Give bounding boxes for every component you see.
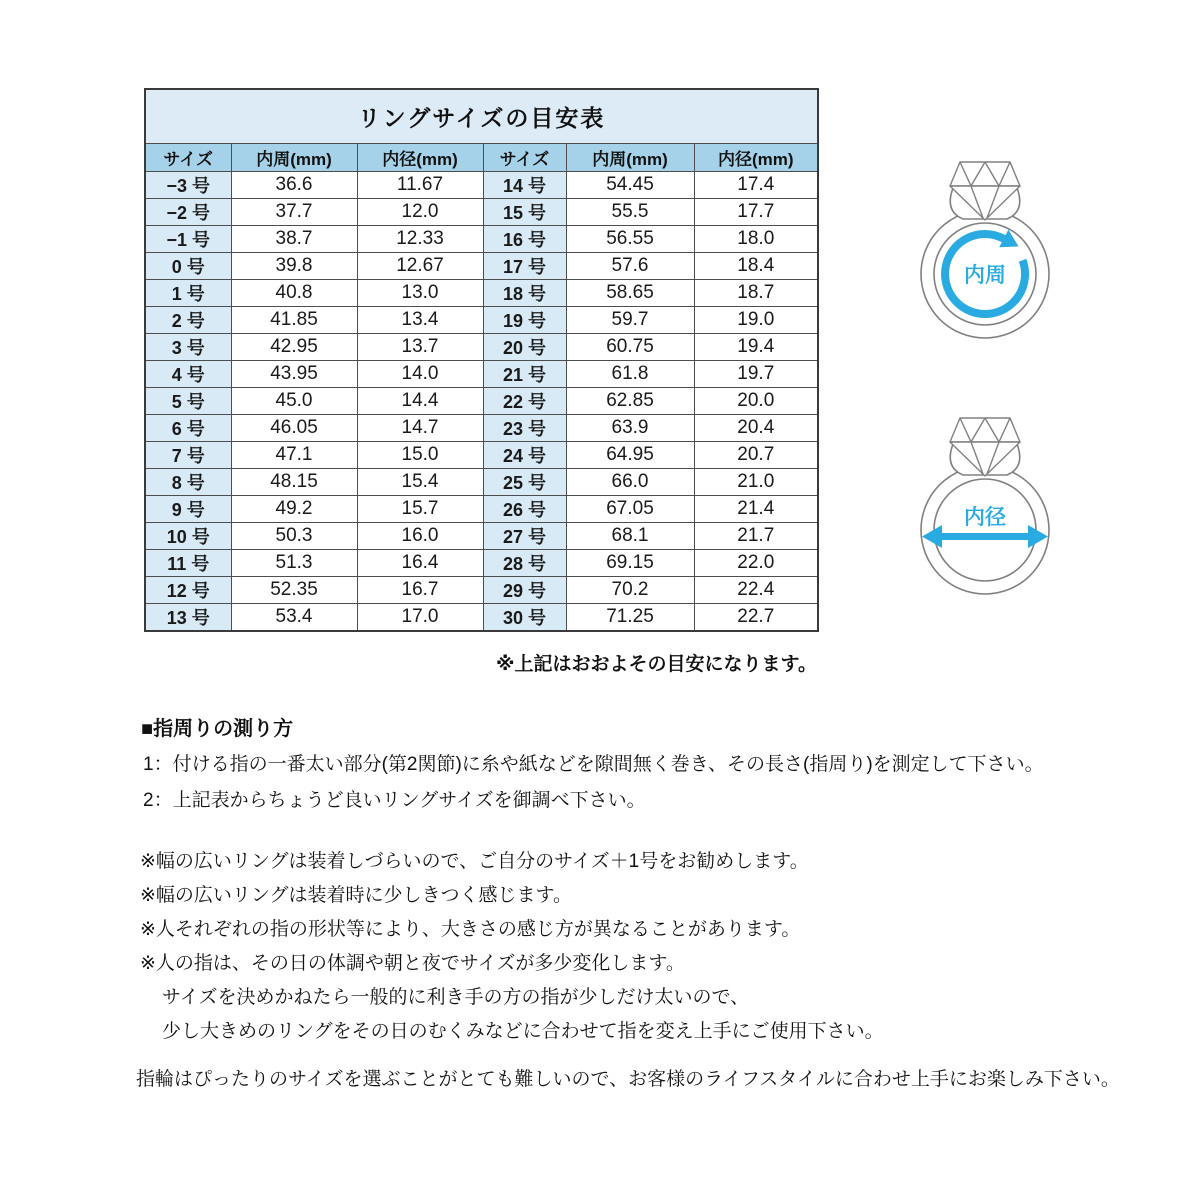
diameter-cell: 11.67 bbox=[357, 171, 483, 198]
circumference-cell: 56.55 bbox=[566, 225, 694, 252]
inner-circumference-label: 内周 bbox=[964, 264, 1006, 287]
table-title: リングサイズの目安表 bbox=[145, 89, 818, 143]
circumference-cell: 37.7 bbox=[231, 198, 357, 225]
circumference-cell: 53.4 bbox=[231, 603, 357, 631]
diameter-cell: 16.7 bbox=[357, 576, 483, 603]
circumference-cell: 43.95 bbox=[231, 360, 357, 387]
circumference-cell: 36.6 bbox=[231, 171, 357, 198]
size-cell: 28 号 bbox=[483, 549, 566, 576]
diameter-cell: 12.33 bbox=[357, 225, 483, 252]
size-cell: 20 号 bbox=[483, 333, 566, 360]
diameter-cell: 13.7 bbox=[357, 333, 483, 360]
diameter-cell: 15.7 bbox=[357, 495, 483, 522]
size-cell: 4 号 bbox=[145, 360, 231, 387]
diameter-cell: 15.0 bbox=[357, 441, 483, 468]
diameter-cell: 12.67 bbox=[357, 252, 483, 279]
size-cell: −2 号 bbox=[145, 198, 231, 225]
circumference-cell: 39.8 bbox=[231, 252, 357, 279]
table-title-row bbox=[145, 89, 818, 143]
diameter-cell: 17.0 bbox=[357, 603, 483, 631]
diameter-cell: 18.7 bbox=[694, 279, 818, 306]
circumference-cell: 50.3 bbox=[231, 522, 357, 549]
size-cell: 25 号 bbox=[483, 468, 566, 495]
size-cell: 27 号 bbox=[483, 522, 566, 549]
circumference-cell: 62.85 bbox=[566, 387, 694, 414]
circumference-cell: 63.9 bbox=[566, 414, 694, 441]
table-row bbox=[145, 468, 818, 495]
circumference-cell: 40.8 bbox=[231, 279, 357, 306]
circumference-cell: 71.25 bbox=[566, 603, 694, 631]
size-cell: 16 号 bbox=[483, 225, 566, 252]
circumference-cell: 48.15 bbox=[231, 468, 357, 495]
diameter-cell: 19.7 bbox=[694, 360, 818, 387]
table-row bbox=[145, 252, 818, 279]
diameter-cell: 20.0 bbox=[694, 387, 818, 414]
ring-inner-diameter-diagram bbox=[905, 412, 1065, 598]
note-line-4: ※人の指は、その日の体調や朝と夜でサイズが多少変化します。 bbox=[140, 953, 685, 974]
table-row bbox=[145, 279, 818, 306]
diameter-cell: 22.4 bbox=[694, 576, 818, 603]
size-cell: 0 号 bbox=[145, 252, 231, 279]
diameter-cell: 14.7 bbox=[357, 414, 483, 441]
circumference-cell: 49.2 bbox=[231, 495, 357, 522]
circumference-cell: 54.45 bbox=[566, 171, 694, 198]
size-cell: 23 号 bbox=[483, 414, 566, 441]
size-cell: 15 号 bbox=[483, 198, 566, 225]
size-cell: 11 号 bbox=[145, 549, 231, 576]
diameter-cell: 22.0 bbox=[694, 549, 818, 576]
ring-size-table bbox=[144, 88, 819, 632]
circumference-cell: 38.7 bbox=[231, 225, 357, 252]
note-line-1: ※幅の広いリングは装着しづらいので、ご自分のサイズ＋1号をお勧めします。 bbox=[140, 851, 809, 872]
table-row bbox=[145, 576, 818, 603]
circumference-cell: 69.15 bbox=[566, 549, 694, 576]
circumference-cell: 46.05 bbox=[231, 414, 357, 441]
diameter-cell: 12.0 bbox=[357, 198, 483, 225]
size-cell: 22 号 bbox=[483, 387, 566, 414]
size-cell: 8 号 bbox=[145, 468, 231, 495]
diameter-cell: 18.0 bbox=[694, 225, 818, 252]
diameter-cell: 14.0 bbox=[357, 360, 483, 387]
col-header-diameter-2: 内径(mm) bbox=[694, 143, 818, 171]
size-cell: 6 号 bbox=[145, 414, 231, 441]
size-cell: 19 号 bbox=[483, 306, 566, 333]
size-cell: −3 号 bbox=[145, 171, 231, 198]
note-continuation-2: 少し大きめのリングをその日のむくみなどに合わせて指を変え上手にご使用下さい。 bbox=[162, 1021, 884, 1042]
ring-inner-circumference-diagram bbox=[905, 156, 1065, 342]
table-row bbox=[145, 387, 818, 414]
size-cell: 21 号 bbox=[483, 360, 566, 387]
circumference-cell: 60.75 bbox=[566, 333, 694, 360]
diameter-cell: 17.7 bbox=[694, 198, 818, 225]
diameter-cell: 20.4 bbox=[694, 414, 818, 441]
note-continuation-1: サイズを決めかねたら一般的に利き手の方の指が少しだけ太いので、 bbox=[162, 987, 750, 1008]
table-row bbox=[145, 225, 818, 252]
table-row bbox=[145, 495, 818, 522]
diameter-cell: 21.4 bbox=[694, 495, 818, 522]
circumference-cell: 51.3 bbox=[231, 549, 357, 576]
circumference-cell: 41.85 bbox=[231, 306, 357, 333]
size-cell: 2 号 bbox=[145, 306, 231, 333]
size-cell: 1 号 bbox=[145, 279, 231, 306]
inner-diameter-label: 内径 bbox=[964, 506, 1006, 529]
circumference-cell: 68.1 bbox=[566, 522, 694, 549]
footer-note: 指輪はぴったりのサイズを選ぶことがとても難しいので、お客様のライフスタイルに合わせ上手にお楽しみ下さい。 bbox=[136, 1069, 1120, 1090]
diameter-cell: 13.0 bbox=[357, 279, 483, 306]
size-cell: 14 号 bbox=[483, 171, 566, 198]
size-cell: 24 号 bbox=[483, 441, 566, 468]
table-row bbox=[145, 306, 818, 333]
note-line-2: ※幅の広いリングは装着時に少しきつく感じます。 bbox=[140, 885, 573, 906]
circumference-cell: 67.05 bbox=[566, 495, 694, 522]
circumference-cell: 55.5 bbox=[566, 198, 694, 225]
circumference-cell: 45.0 bbox=[231, 387, 357, 414]
table-row bbox=[145, 414, 818, 441]
size-cell: −1 号 bbox=[145, 225, 231, 252]
note-line-3: ※人それぞれの指の形状等により、大きさの感じ方が異なることがあります。 bbox=[140, 919, 801, 940]
size-cell: 9 号 bbox=[145, 495, 231, 522]
table-row bbox=[145, 198, 818, 225]
circumference-cell: 42.95 bbox=[231, 333, 357, 360]
circumference-cell: 70.2 bbox=[566, 576, 694, 603]
diameter-cell: 14.4 bbox=[357, 387, 483, 414]
diameter-cell: 20.7 bbox=[694, 441, 818, 468]
diameter-cell: 18.4 bbox=[694, 252, 818, 279]
table-note: ※上記はおおよその目安になります。 bbox=[496, 654, 817, 675]
size-cell: 12 号 bbox=[145, 576, 231, 603]
circumference-cell: 61.8 bbox=[566, 360, 694, 387]
diameter-cell: 21.0 bbox=[694, 468, 818, 495]
circumference-cell: 58.65 bbox=[566, 279, 694, 306]
table-row bbox=[145, 522, 818, 549]
diameter-cell: 19.0 bbox=[694, 306, 818, 333]
table-row bbox=[145, 360, 818, 387]
circumference-cell: 57.6 bbox=[566, 252, 694, 279]
size-cell: 5 号 bbox=[145, 387, 231, 414]
diameter-cell: 19.4 bbox=[694, 333, 818, 360]
table-row bbox=[145, 603, 818, 631]
size-cell: 30 号 bbox=[483, 603, 566, 631]
circumference-cell: 47.1 bbox=[231, 441, 357, 468]
diameter-cell: 21.7 bbox=[694, 522, 818, 549]
size-cell: 10 号 bbox=[145, 522, 231, 549]
diameter-cell: 13.4 bbox=[357, 306, 483, 333]
diameter-cell: 16.0 bbox=[357, 522, 483, 549]
col-header-size-2: サイズ bbox=[483, 143, 566, 171]
circumference-cell: 66.0 bbox=[566, 468, 694, 495]
circumference-cell: 59.7 bbox=[566, 306, 694, 333]
size-cell: 18 号 bbox=[483, 279, 566, 306]
col-header-size-1: サイズ bbox=[145, 143, 231, 171]
col-header-diameter-1: 内径(mm) bbox=[357, 143, 483, 171]
measuring-heading: ■指周りの測り方 bbox=[141, 718, 294, 740]
circumference-cell: 52.35 bbox=[231, 576, 357, 603]
size-cell: 3 号 bbox=[145, 333, 231, 360]
measuring-step-2: 2：上記表からちょうど良いリングサイズを御調べ下さい。 bbox=[143, 790, 646, 811]
diameter-cell: 22.7 bbox=[694, 603, 818, 631]
table-header-row bbox=[145, 143, 818, 171]
table-row bbox=[145, 171, 818, 198]
table-row bbox=[145, 549, 818, 576]
diameter-cell: 15.4 bbox=[357, 468, 483, 495]
table-row bbox=[145, 441, 818, 468]
table-row bbox=[145, 333, 818, 360]
diameter-cell: 16.4 bbox=[357, 549, 483, 576]
col-header-circumference-2: 内周(mm) bbox=[566, 143, 694, 171]
col-header-circumference-1: 内周(mm) bbox=[231, 143, 357, 171]
size-cell: 7 号 bbox=[145, 441, 231, 468]
size-cell: 26 号 bbox=[483, 495, 566, 522]
circumference-cell: 64.95 bbox=[566, 441, 694, 468]
size-cell: 29 号 bbox=[483, 576, 566, 603]
diameter-cell: 17.4 bbox=[694, 171, 818, 198]
table-body bbox=[145, 171, 818, 631]
size-cell: 13 号 bbox=[145, 603, 231, 631]
measuring-step-1: 1：付ける指の一番太い部分(第2関節)に糸や紙などを隙間無く巻き、その長さ(指周り)を測定して下さい。 bbox=[143, 754, 1044, 775]
size-cell: 17 号 bbox=[483, 252, 566, 279]
